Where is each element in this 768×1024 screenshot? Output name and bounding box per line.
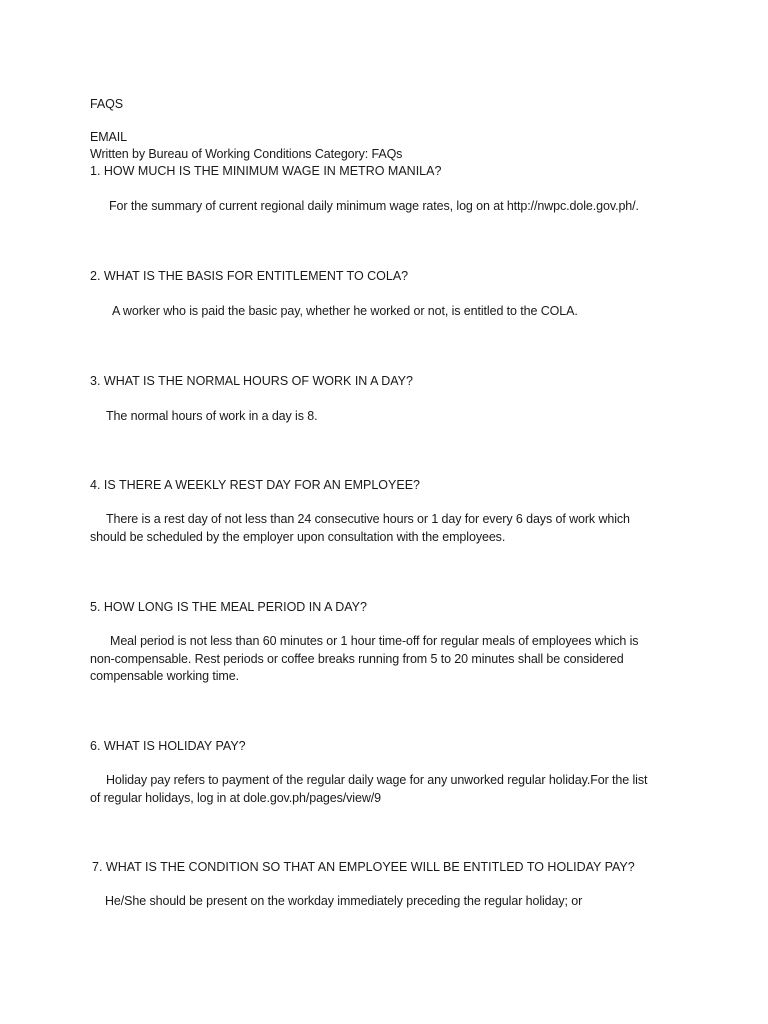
faq-3-answer-line-1: The normal hours of work in a day is 8. [106, 409, 318, 423]
faq-7-question: 7. WHAT IS THE CONDITION SO THAT AN EMPLOYEE WILL BE ENTITLED TO HOLIDAY PAY? [92, 860, 635, 874]
faq-4-question: 4. IS THERE A WEEKLY REST DAY FOR AN EMPLOYEE? [90, 478, 420, 492]
faq-2-answer-line-1: A worker who is paid the basic pay, whether he worked or not, is entitled to the COLA. [112, 304, 578, 318]
faq-2-question: 2. WHAT IS THE BASIS FOR ENTITLEMENT TO COLA? [90, 269, 409, 283]
faq-5-answer-line-2: non-compensable. Rest periods or coffee breaks running from 5 to 20 minutes shall be considered [90, 652, 624, 666]
faq-4-answer-line-2: should be scheduled by the employer upon consultation with the employees. [90, 530, 506, 544]
faq-6-question: 6. WHAT IS HOLIDAY PAY? [90, 739, 246, 753]
faq-1-answer-line-1: For the summary of current regional daily minimum wage rates, log on at http://nwpc.dole.gov.ph/. [109, 199, 639, 213]
faq-1-question: 1. HOW MUCH IS THE MINIMUM WAGE IN METRO MANILA? [90, 164, 442, 178]
faq-7-answer-line-1: He/She should be present on the workday immediately preceding the regular holiday; or [105, 894, 583, 908]
faq-3-question: 3. WHAT IS THE NORMAL HOURS OF WORK IN A DAY? [90, 374, 413, 388]
faq-6-answer-line-1: Holiday pay refers to payment of the regular daily wage for any unworked regular holiday.For the list [106, 773, 648, 787]
faq-5-answer-line-1: Meal period is not less than 60 minutes or 1 hour time-off for regular meals of employees which is [110, 634, 639, 648]
faq-5-answer-line-3: compensable working time. [90, 669, 239, 683]
faq-5-question: 5. HOW LONG IS THE MEAL PERIOD IN A DAY? [90, 600, 367, 614]
email-label: EMAIL [90, 130, 128, 144]
byline: Written by Bureau of Working Conditions Category: FAQs [90, 147, 403, 161]
faq-4-answer-line-1: There is a rest day of not less than 24 consecutive hours or 1 day for every 6 days of work which [106, 512, 630, 526]
document-heading: FAQS [90, 97, 123, 111]
faq-6-answer-line-2: of regular holidays, log in at dole.gov.ph/pages/view/9 [90, 791, 381, 805]
